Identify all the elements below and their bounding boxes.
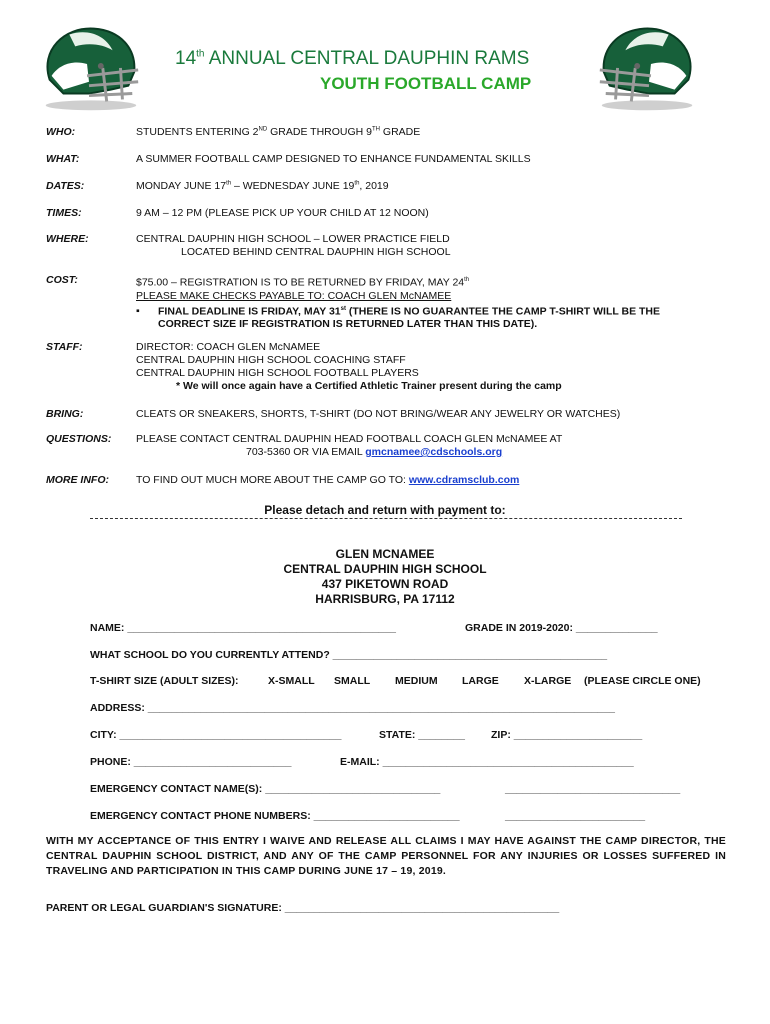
dates-value: MONDAY JUNE 17th – WEDNESDAY JUNE 19th, 2019 (136, 180, 389, 192)
signature-field[interactable]: PARENT OR LEGAL GUARDIAN'S SIGNATURE: _______________________________________________ (46, 902, 560, 914)
helmet-logo-left (30, 20, 148, 112)
emergency-phone-field[interactable]: EMERGENCY CONTACT PHONE NUMBERS: _________________________ (90, 810, 460, 822)
address-street: 437 PIKETOWN ROAD (321, 577, 449, 591)
tshirt-size-label: T-SHIRT SIZE (ADULT SIZES): (90, 675, 239, 687)
cut-line (90, 518, 682, 519)
address-field[interactable]: ADDRESS: ________________________________________________________________________________ (90, 702, 615, 714)
school-field[interactable]: WHAT SCHOOL DO YOU CURRENTLY ATTEND? _______________________________________________ (90, 649, 608, 661)
zip-field[interactable]: ZIP: ______________________ (491, 729, 643, 741)
emergency-name-field[interactable]: EMERGENCY CONTACT NAME(S): ______________________________ (90, 783, 441, 795)
state-field[interactable]: STATE: ________ (379, 729, 465, 741)
more-info-label: MORE INFO: (46, 474, 109, 486)
who-value: STUDENTS ENTERING 2ND GRADE THROUGH 9TH GRADE (136, 126, 421, 138)
address-school: CENTRAL DAUPHIN HIGH SCHOOL (283, 562, 487, 576)
emergency-phone-field-2[interactable]: ________________________ (505, 810, 646, 822)
page-subtitle: YOUTH FOOTBALL CAMP (320, 74, 532, 93)
what-label: WHAT: (46, 153, 80, 165)
questions-label: QUESTIONS: (46, 433, 112, 445)
email-field[interactable]: E-MAIL: ___________________________________________ (340, 756, 634, 768)
email-link[interactable]: gmcnamee@cdschools.org (365, 446, 503, 458)
staff-label: STAFF: (46, 341, 83, 353)
helmet-logo-right (590, 20, 708, 112)
size-option-xlarge[interactable]: X-LARGE (524, 675, 572, 687)
bring-value: CLEATS OR SNEAKERS, SHORTS, T-SHIRT (DO NOT BRING/WEAR ANY JEWELRY OR WATCHES) (136, 408, 621, 420)
who-label: WHO: (46, 126, 76, 138)
more-info-value: TO FIND OUT MUCH MORE ABOUT THE CAMP GO TO: www.cdramsclub.com (136, 474, 520, 486)
times-value: 9 AM – 12 PM (PLEASE PICK UP YOUR CHILD AT 12 NOON) (136, 207, 429, 219)
website-link[interactable]: www.cdramsclub.com (408, 474, 520, 486)
address-city: HARRISBURG, PA 17112 (315, 592, 455, 606)
cost-value: $75.00 – REGISTRATION IS TO BE RETURNED BY FRIDAY, MAY 24th PLEASE MAKE CHECKS PAYABLE TO: COACH GLEN McNAMEE ▪ FINAL DEADLINE IS FRIDAY, MAY 31st (THERE IS NO GUARANTEE THE CAMP T-SHIRT WILL BE THE CORRECT SIZE IF REGISTRATION IS RETURNED LATER THAN THIS DATE). (136, 276, 661, 330)
phone-field[interactable]: PHONE: ___________________________ (90, 756, 292, 768)
cost-label: COST: (46, 274, 78, 286)
grade-field[interactable]: GRADE IN 2019-2020: ______________ (465, 622, 658, 634)
size-option-small[interactable]: SMALL (334, 675, 371, 687)
circle-one-note: (PLEASE CIRCLE ONE) (584, 675, 701, 687)
size-option-medium[interactable]: MEDIUM (395, 675, 438, 687)
what-value: A SUMMER FOOTBALL CAMP DESIGNED TO ENHANCE FUNDAMENTAL SKILLS (136, 153, 531, 165)
questions-value: PLEASE CONTACT CENTRAL DAUPHIN HEAD FOOTBALL COACH GLEN McNAMEE AT 703-5360 OR VIA EMAIL gmcnamee@cdschools.org (136, 433, 563, 458)
emergency-name-field-2[interactable]: ______________________________ (505, 783, 681, 795)
name-field[interactable]: NAME: ______________________________________________ (90, 622, 396, 634)
where-label: WHERE: (46, 233, 89, 245)
where-value: CENTRAL DAUPHIN HIGH SCHOOL – LOWER PRACTICE FIELD LOCATED BEHIND CENTRAL DAUPHIN HIGH SCHOOL (136, 233, 451, 258)
bring-label: BRING: (46, 408, 84, 420)
mailing-address (0, 547, 770, 607)
waiver-text: WITH MY ACCEPTANCE OF THIS ENTRY I WAIVE AND RELEASE ALL CLAIMS I MAY HAVE AGAINST THE CAMP DIRECTOR, THE CENTRAL DAUPHIN SCHOOL DISTRICT, AND ANY OF THE CAMP PERSONNEL FOR ANY INJURIES OR LOSSES SUFFERED IN TRAVELING AND PARTICIPATION IN THIS CAMP DURING JUNE 17 – 19, 2019. (46, 835, 726, 877)
address-name: GLEN MCNAMEE (335, 547, 435, 561)
size-option-xsmall[interactable]: X-SMALL (268, 675, 315, 687)
staff-value: DIRECTOR: COACH GLEN McNAMEE CENTRAL DAUPHIN HIGH SCHOOL COACHING STAFF CENTRAL DAUPHIN HIGH SCHOOL FOOTBALL PLAYERS * We will once again have a Certified Athletic Trainer present during the camp (136, 341, 562, 392)
detach-instruction: Please detach and return with payment to: (264, 503, 506, 517)
city-field[interactable]: CITY: ______________________________________ (90, 729, 342, 741)
page-title: 14th ANNUAL CENTRAL DAUPHIN RAMS (175, 48, 530, 69)
times-label: TIMES: (46, 207, 82, 219)
dates-label: DATES: (46, 180, 85, 192)
size-option-large[interactable]: LARGE (462, 675, 499, 687)
